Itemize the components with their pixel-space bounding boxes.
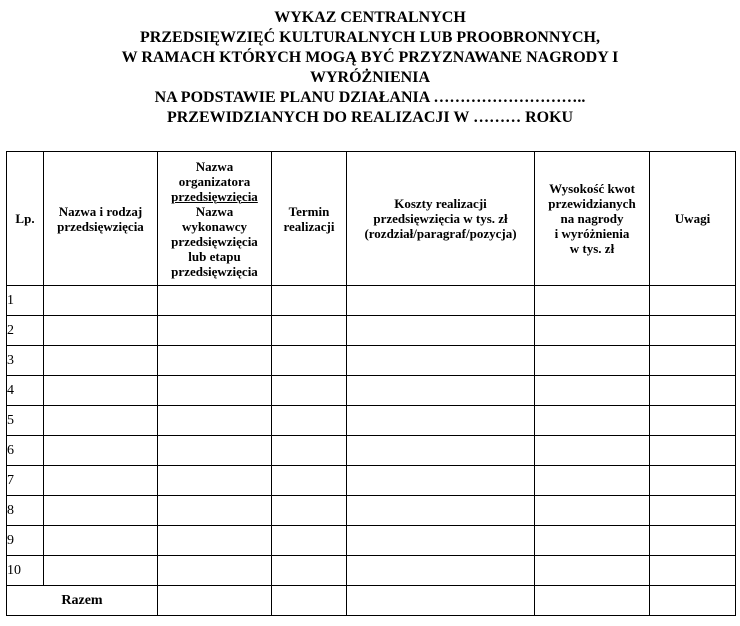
table-row — [7, 316, 736, 346]
table-cell[interactable] — [535, 346, 650, 376]
table-cell[interactable] — [347, 466, 535, 496]
table-cell[interactable] — [347, 316, 535, 346]
row-number: 6 — [7, 436, 44, 466]
title-line: NA PODSTAWIE PLANU DZIAŁANIA ……………………….. — [154, 89, 586, 106]
header-line: Nazwa — [195, 203, 234, 219]
table-row — [7, 556, 736, 586]
table-cell[interactable] — [650, 586, 736, 616]
table-row — [7, 466, 736, 496]
table-cell[interactable] — [44, 406, 158, 436]
header-line: Koszty realizacji — [394, 196, 487, 211]
table-cell[interactable] — [44, 346, 158, 376]
header-lp: Lp. — [7, 152, 44, 286]
row-number: 9 — [7, 526, 44, 556]
table-cell[interactable] — [272, 406, 347, 436]
table-row — [7, 286, 736, 316]
table-cell[interactable] — [347, 406, 535, 436]
table-cell[interactable] — [650, 406, 736, 436]
header-row — [7, 152, 736, 286]
table-cell[interactable] — [272, 586, 347, 616]
header-line: Termin — [288, 203, 330, 219]
table-cell[interactable] — [272, 556, 347, 586]
header-line: i wyróżnienia — [554, 226, 630, 241]
table-cell[interactable] — [158, 496, 272, 526]
header-line: realizacji — [283, 218, 335, 234]
table-cell[interactable] — [272, 346, 347, 376]
header-line: na nagrody — [560, 211, 624, 226]
table-cell[interactable] — [44, 286, 158, 316]
header-uwagi: Uwagi — [650, 152, 736, 286]
table-cell[interactable] — [347, 556, 535, 586]
row-number: 2 — [7, 316, 44, 346]
table-cell[interactable] — [650, 466, 736, 496]
header-nazwa-rodzaj — [44, 152, 158, 286]
table-cell[interactable] — [272, 316, 347, 346]
table-cell[interactable] — [272, 526, 347, 556]
table-cell[interactable] — [650, 496, 736, 526]
header-line: wykonawcy — [181, 218, 247, 234]
table-cell[interactable] — [535, 466, 650, 496]
table-cell[interactable] — [158, 316, 272, 346]
row-number: 4 — [7, 376, 44, 406]
table-cell[interactable] — [535, 406, 650, 436]
table-row — [7, 406, 736, 436]
table-cell[interactable] — [347, 586, 535, 616]
table-cell[interactable] — [158, 376, 272, 406]
table-cell[interactable] — [347, 376, 535, 406]
table-cell[interactable] — [347, 346, 535, 376]
table-cell[interactable] — [347, 286, 535, 316]
table-cell[interactable] — [272, 286, 347, 316]
table-cell[interactable] — [158, 556, 272, 586]
header-line: (rozdział/paragraf/pozycja) — [364, 226, 517, 241]
header-line: przedsięwzięcia — [171, 188, 258, 204]
table-cell[interactable] — [158, 526, 272, 556]
title-line: WYRÓŻNIENIA — [309, 69, 430, 86]
header-line: przewidzianych — [548, 196, 636, 211]
header-line: Wysokość kwot — [549, 181, 635, 196]
row-number: 1 — [7, 286, 44, 316]
table-cell[interactable] — [44, 316, 158, 346]
table-cell[interactable] — [44, 556, 158, 586]
row-number: 7 — [7, 466, 44, 496]
header-line: przedsięwzięcia — [57, 218, 144, 234]
table-cell[interactable] — [650, 526, 736, 556]
header-organizator-wykonawca — [158, 152, 272, 286]
table-cell[interactable] — [347, 436, 535, 466]
header-koszty — [347, 152, 535, 286]
title-line: W RAMACH KTÓRYCH MOGĄ BYĆ PRZYZNAWANE NAGRODY I — [121, 49, 619, 66]
table-cell[interactable] — [535, 586, 650, 616]
table-cell[interactable] — [158, 346, 272, 376]
events-table — [6, 151, 736, 616]
table-cell[interactable] — [535, 526, 650, 556]
table-cell[interactable] — [535, 556, 650, 586]
table-cell[interactable] — [44, 526, 158, 556]
title-line: PRZEDSIĘWZIĘĆ KULTURALNYCH LUB PROOBRONNYCH, — [140, 29, 600, 46]
table-cell[interactable] — [158, 466, 272, 496]
table-cell[interactable] — [535, 316, 650, 346]
table-cell[interactable] — [650, 376, 736, 406]
header-line: Nazwa i rodzaj — [58, 203, 143, 219]
title-line: WYKAZ CENTRALNYCH — [274, 9, 466, 26]
table-cell[interactable] — [535, 376, 650, 406]
table-cell[interactable] — [650, 346, 736, 376]
header-wysokosc — [535, 152, 650, 286]
table-cell[interactable] — [535, 286, 650, 316]
table-cell[interactable] — [44, 376, 158, 406]
header-line: organizatora — [178, 173, 251, 189]
table-row — [7, 496, 736, 526]
document-title — [0, 8, 740, 128]
row-number: 3 — [7, 346, 44, 376]
footer-row — [7, 586, 736, 616]
header-line: Nazwa — [195, 158, 234, 174]
table-cell[interactable] — [650, 286, 736, 316]
table-row — [7, 346, 736, 376]
table-cell[interactable] — [158, 586, 272, 616]
header-line: przedsięwzięcia — [171, 233, 258, 249]
table-cell[interactable] — [347, 526, 535, 556]
row-number: 8 — [7, 496, 44, 526]
table-cell[interactable] — [272, 496, 347, 526]
table-cell[interactable] — [44, 436, 158, 466]
table-cell[interactable] — [650, 436, 736, 466]
header-line: w tys. zł — [569, 241, 615, 256]
table-cell[interactable] — [44, 496, 158, 526]
table-cell[interactable] — [158, 286, 272, 316]
table-cell[interactable] — [158, 436, 272, 466]
table-cell[interactable] — [272, 436, 347, 466]
razem-label: Razem — [7, 586, 158, 616]
title-line: PRZEWIDZIANYCH DO REALIZACJI W ……… ROKU — [166, 109, 574, 126]
table-cell[interactable] — [347, 496, 535, 526]
table-cell[interactable] — [272, 466, 347, 496]
table-row — [7, 526, 736, 556]
header-line: przedsięwzięcia w tys. zł — [373, 211, 508, 226]
table-cell[interactable] — [535, 496, 650, 526]
row-number: 5 — [7, 406, 44, 436]
table-row — [7, 436, 736, 466]
table-cell[interactable] — [535, 436, 650, 466]
table-cell[interactable] — [272, 376, 347, 406]
table-cell[interactable] — [158, 406, 272, 436]
row-number: 10 — [7, 556, 44, 586]
table-cell[interactable] — [650, 316, 736, 346]
header-line: przedsięwzięcia — [171, 263, 258, 279]
header-termin — [272, 152, 347, 286]
table-cell[interactable] — [44, 466, 158, 496]
header-line: lub etapu — [188, 248, 241, 264]
table-row — [7, 376, 736, 406]
table-cell[interactable] — [650, 556, 736, 586]
